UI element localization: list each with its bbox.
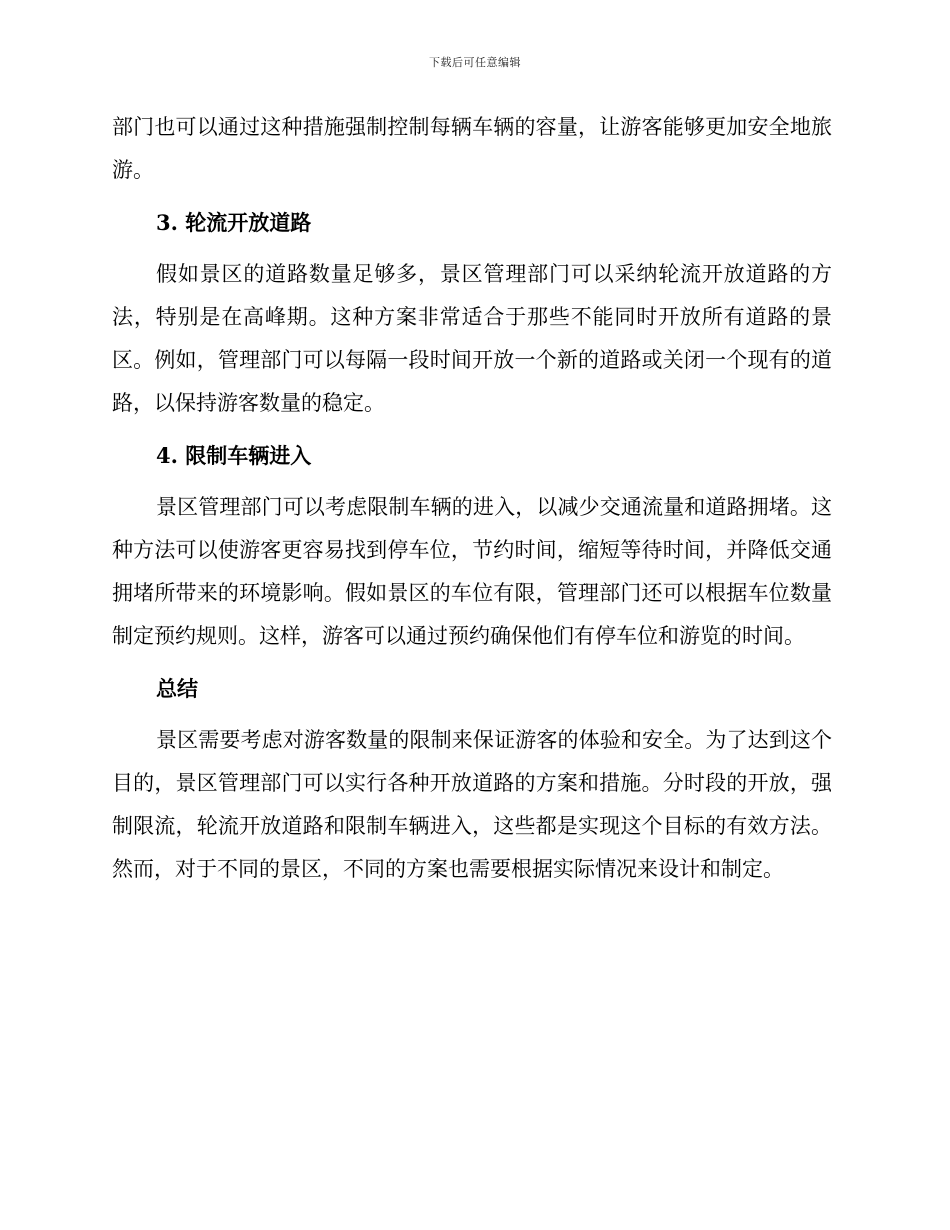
section-heading-rotating-roads: 3. 轮流开放道路 [156,210,312,235]
paragraph-summary: 景区需要考虑对游客数量的限制来保证游客的体验和安全。为了达到这个目的，景区管理部门可以实行各种开放道路的方案和措施。分时段的开放，强制限流，轮流开放道路和限制车辆进入，这些都是实现这个目标的有效方法。然而，对于不同的景区，不同的方案也需要根据实际情况来设计和制定。 [112,728,832,881]
paragraph-continuation: 部门也可以通过这种措施强制控制每辆车辆的容量，让游客能够更加安全地旅游。 [112,115,832,182]
paragraph-rotating-roads: 假如景区的道路数量足够多，景区管理部门可以采纳轮流开放道路的方法，特别是在高峰期。这种方案非常适合于那些不能同时开放所有道路的景区。例如，管理部门可以每隔一段时间开放一个新的道路或关闭一个现有的道路，以保持游客数量的稳定。 [112,262,832,415]
paragraph-vehicle-limit: 景区管理部门可以考虑限制车辆的进入，以减少交通流量和道路拥堵。这种方法可以使游客更容易找到停车位，节约时间，缩短等待时间，并降低交通拥堵所带来的环境影响。假如景区的车位有限，管理部门还可以根据车位数量制定预约规则。这样，游客可以通过预约确保他们有停车位和游览的时间。 [112,495,832,648]
section-heading-vehicle-limit: 4. 限制车辆进入 [156,443,312,468]
page-header: 下载后可任意编辑 [429,56,521,69]
document-body [112,106,832,900]
section-heading-summary: 总结 [156,676,198,701]
